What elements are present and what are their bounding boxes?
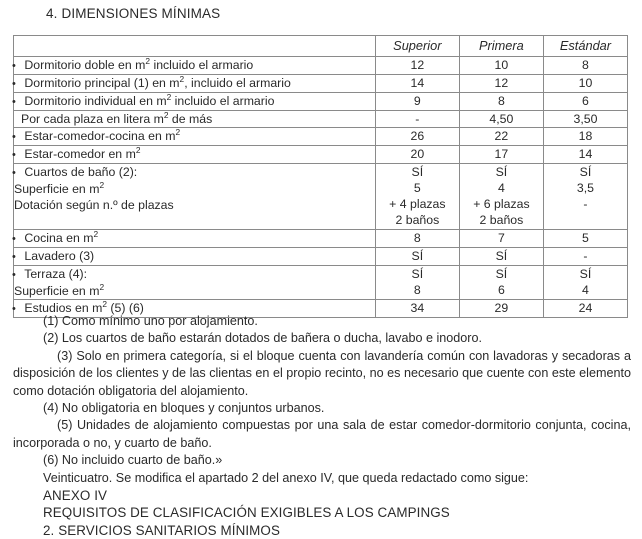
row-label-sup: 2: [145, 55, 151, 66]
row-label-post: incluido el armario: [150, 58, 254, 72]
footnote-6: (6) No incluido cuarto de baño.»: [43, 453, 223, 468]
bath-estandar-2: 3,5: [576, 181, 595, 195]
bath-superior-4: 2 baños: [395, 213, 440, 227]
cell-estandar: -: [543, 248, 627, 266]
cell-estandar: 8: [543, 57, 627, 75]
annex-section: 2. SERVICIOS SANITARIOS MÍNIMOS: [43, 522, 280, 538]
cell-superior: 8: [375, 230, 459, 248]
cell-primera: SÍ: [459, 248, 543, 266]
cell-estandar: 18: [543, 128, 627, 146]
table-row: [14, 93, 628, 111]
bullet-icon: •: [12, 233, 16, 245]
terrace-label-line-1: Terraza (4):: [21, 267, 88, 281]
cell-estandar: 10: [543, 75, 627, 93]
cell-superior: 9: [375, 93, 459, 111]
row-label-post: , incluido el armario: [184, 76, 291, 90]
row-label-sup: 2: [93, 228, 99, 239]
bath-label-line-2-sup: 2: [99, 179, 105, 190]
row-label: [14, 146, 376, 164]
bullet-icon: •: [12, 60, 16, 72]
cell-primera-bathrooms: [459, 164, 543, 230]
row-label-sup: 2: [102, 298, 107, 309]
cell-superior: -: [375, 111, 459, 128]
row-label-sup: 2: [166, 91, 172, 102]
annex-heading: ANEXO IV: [43, 488, 108, 504]
terrace-primera-2: 6: [497, 283, 505, 297]
page-title: 4. DIMENSIONES MÍNIMAS: [46, 6, 221, 21]
terrace-estandar-2: 4: [582, 283, 589, 297]
cell-superior: 34: [375, 300, 459, 318]
bath-primera-2: 4: [497, 181, 505, 195]
row-label: [14, 93, 376, 111]
table-row: [14, 128, 628, 146]
row-label-sup: 2: [179, 73, 185, 84]
row-label: [14, 128, 376, 146]
cell-superior-terrace: [375, 266, 459, 300]
cell-estandar: 14: [543, 146, 627, 164]
row-label-pre: Dormitorio individual en m: [21, 94, 167, 108]
cell-estandar-bathrooms: [543, 164, 627, 230]
cell-superior: 26: [375, 128, 459, 146]
bath-primera-4: 2 baños: [479, 213, 524, 227]
terrace-estandar-1: SÍ: [579, 267, 592, 281]
table-row: [14, 146, 628, 164]
row-label: [14, 230, 376, 248]
cell-primera: 10: [459, 57, 543, 75]
row-label-sup: 2: [175, 126, 181, 137]
cell-superior: 20: [375, 146, 459, 164]
bullet-icon: •: [12, 78, 16, 90]
cell-primera: 22: [459, 128, 543, 146]
table-row: [14, 111, 628, 128]
row-label-post: de más: [168, 112, 213, 126]
cell-superior-bathrooms: [375, 164, 459, 230]
cell-primera: 8: [459, 93, 543, 111]
annex-subtitle: REQUISITOS DE CLASIFICACIÓN EXIGIBLES A LOS CAMPINGS: [43, 505, 450, 521]
cell-estandar: 24: [543, 300, 627, 318]
cell-primera: 17: [459, 146, 543, 164]
header-cell-estandar: Estándar: [543, 36, 627, 57]
row-label-pre: Por cada plaza en litera m: [21, 112, 164, 126]
row-label-pre: Dormitorio principal (1) en m: [21, 76, 180, 90]
cell-estandar: 5: [543, 230, 627, 248]
footnote-1: (1) Como mínimo uno por alojamiento.: [43, 314, 258, 328]
amendment-line: Veinticuatro. Se modifica el apartado 2 del anexo IV, que queda redactado como sigue:: [43, 470, 529, 485]
bullet-icon: •: [12, 131, 16, 143]
table-row: [14, 57, 628, 75]
bullet-icon: •: [12, 269, 16, 281]
cell-primera: 29: [459, 300, 543, 318]
row-label: [14, 248, 376, 266]
header-cell-superior: Superior: [375, 36, 459, 57]
cell-estandar-terrace: [543, 266, 627, 300]
cell-primera: 12: [459, 75, 543, 93]
cell-primera-terrace: [459, 266, 543, 300]
header-cell-label: [14, 36, 376, 57]
table-row: [14, 248, 628, 266]
terrace-primera-1: SÍ: [495, 267, 508, 281]
footnote-2: (2) Los cuartos de baño estarán dotados de bañera o ducha, lavabo e inodoro.: [43, 331, 482, 346]
footnote-5: (5) Unidades de alojamiento compuestas por una sala de estar comedor-dormitorio conjunta, cocina, incorporada o no, y cuarto de baño.: [13, 418, 631, 450]
header-cell-primera: Primera: [459, 36, 543, 57]
row-label-bathrooms: [14, 164, 376, 230]
cell-primera: 4,50: [459, 111, 543, 128]
table-row-bathrooms: [14, 164, 628, 230]
footnote-3: (3) Solo en primera categoría, si el bloque cuenta con lavandería común con lavadoras y secadoras a disposición de los clientes y de las clientas en el propio recinto, no es necesario que cuente con este elemento como dotación obligatoria del alojamiento.: [13, 348, 631, 398]
cell-superior: 12: [375, 57, 459, 75]
table-row: [14, 75, 628, 93]
cell-estandar: 6: [543, 93, 627, 111]
row-label-pre: Dormitorio doble en m: [21, 58, 146, 72]
bath-primera-3: + 6 plazas: [473, 197, 530, 211]
bath-estandar-4: [544, 212, 627, 228]
bullet-icon: •: [12, 96, 16, 108]
row-label-post: incluido el armario: [171, 94, 275, 108]
bath-label-line-1: Cuartos de baño (2):: [21, 165, 138, 179]
row-label-pre: Lavadero (3): [21, 249, 95, 263]
bath-superior-3: + 4 plazas: [389, 197, 446, 211]
terrace-label-line-2: Superficie en m: [14, 284, 100, 298]
row-label-pre: Cocina en m: [21, 231, 94, 245]
bullet-icon: •: [12, 149, 16, 161]
row-label-sup: 2: [163, 109, 169, 120]
bullet-icon: •: [12, 167, 16, 179]
row-label-pre: Estudios en m: [21, 301, 103, 315]
terrace-superior-1: SÍ: [411, 267, 424, 281]
bath-estandar-3: -: [583, 197, 588, 211]
row-label-pre: Estar-comedor en m: [21, 147, 136, 161]
terrace-superior-2: 8: [413, 283, 421, 297]
row-label: [14, 111, 376, 128]
footnote-4: (4) No obligatoria en bloques y conjuntos urbanos.: [43, 401, 325, 416]
row-label-pre: Estar-comedor-cocina en m: [21, 129, 176, 143]
minimum-dimensions-table: [13, 35, 628, 318]
bath-superior-1: SÍ: [411, 165, 424, 179]
cell-estandar: 3,50: [543, 111, 627, 128]
bath-estandar-1: SÍ: [579, 165, 592, 179]
terrace-label-line-2-sup: 2: [99, 281, 105, 292]
bullet-icon: •: [12, 303, 16, 315]
cell-primera: 7: [459, 230, 543, 248]
row-label: [14, 75, 376, 93]
row-label-sup: 2: [135, 144, 141, 155]
table-row: [14, 230, 628, 248]
row-label: [14, 57, 376, 75]
bath-primera-1: SÍ: [495, 165, 508, 179]
bath-label-line-3: Dotación según n.º de plazas: [14, 198, 174, 212]
bullet-icon: •: [12, 251, 16, 263]
row-label-post: (5) (6): [107, 301, 144, 315]
bath-label-line-2: Superficie en m: [14, 182, 100, 196]
table-header-row: [14, 36, 628, 57]
row-label-terrace: [14, 266, 376, 300]
table-row-terrace: [14, 266, 628, 300]
bath-superior-2: 5: [413, 181, 421, 195]
cell-superior: SÍ: [375, 248, 459, 266]
footnotes: [13, 313, 631, 539]
cell-superior: 14: [375, 75, 459, 93]
